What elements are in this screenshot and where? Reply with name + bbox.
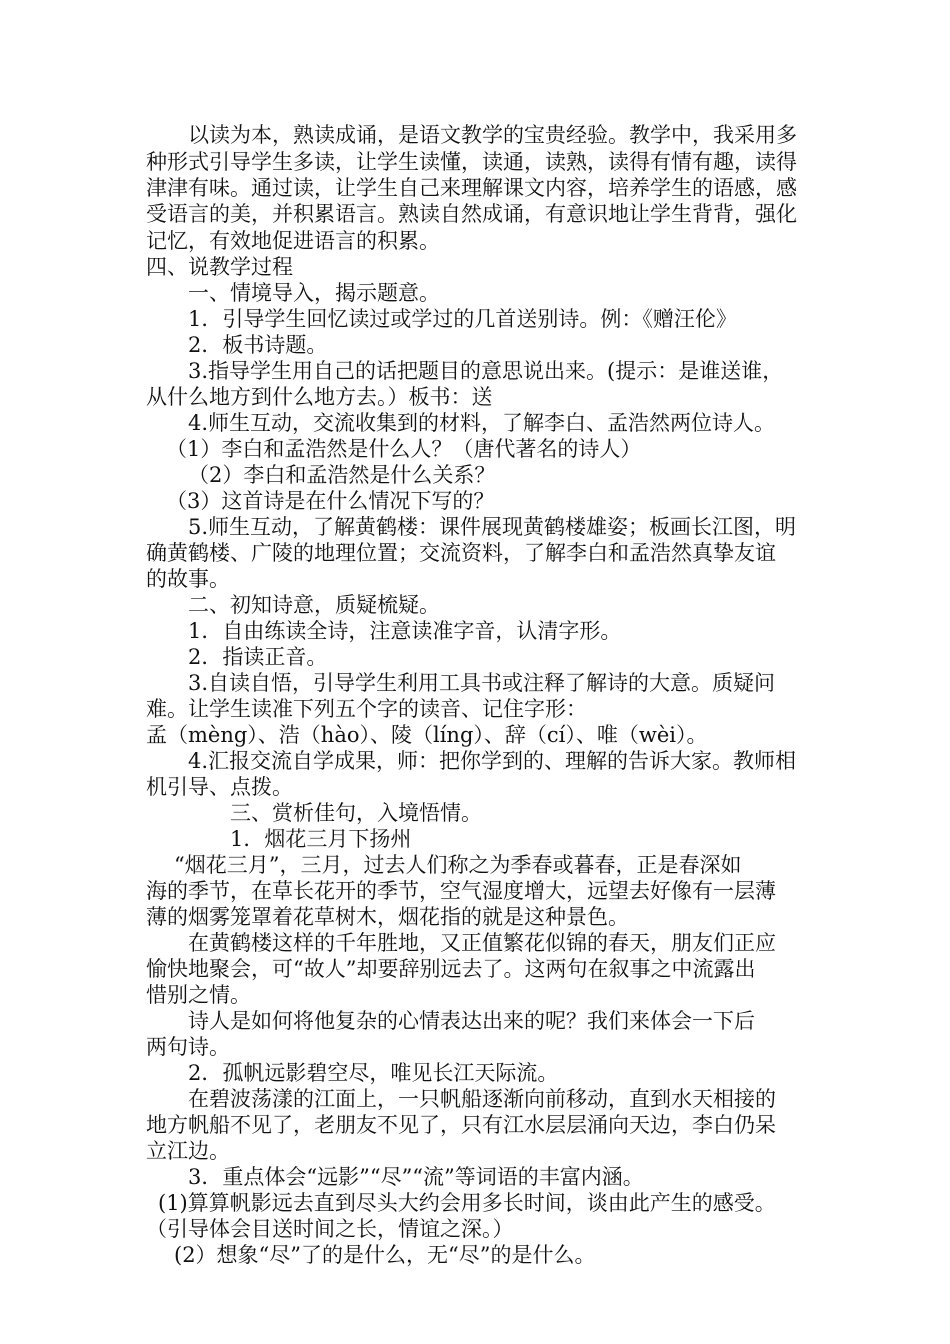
- text-line: 3.自读自悟，引导学生利用工具书或注释了解诗的大意。质疑问: [188, 671, 776, 695]
- text-line: 海的季节，在草长花开的季节，空气湿度增大，远望去好像有一层薄: [146, 879, 776, 903]
- text-line: 惜别之情。: [146, 983, 251, 1007]
- text-line: 4.汇报交流自学成果，师：把你学到的、理解的告诉大家。教师相: [188, 749, 797, 773]
- text-line: (2）想象“尽”了的是什么，无“尽”的是什么。: [174, 1243, 596, 1267]
- text-line: 1．烟花三月下扬州: [230, 827, 412, 851]
- text-line: 在碧波荡漾的江面上，一只帆船逐渐向前移动，直到水天相接的: [188, 1087, 776, 1111]
- text-line: 诗人是如何将他复杂的心情表达出来的呢？我们来体会一下后: [188, 1009, 755, 1033]
- text-line: 2．孤帆远影碧空尽，唯见长江天际流。: [188, 1061, 559, 1085]
- text-line: 以读为本，熟读成诵，是语文教学的宝贵经验。教学中，我采用多: [188, 123, 797, 147]
- text-line: 1．引导学生回忆读过或学过的几首送别诗。例：《赠汪伦》: [188, 307, 737, 331]
- text-line: 2．指读正音。: [188, 645, 328, 669]
- section-heading: 四、说教学过程: [146, 255, 293, 279]
- text-line: （引导体会目送时间之长，情谊之深。）: [146, 1217, 514, 1241]
- text-line: 愉快地聚会，可“故人”却要辞别远去了。这两句在叙事之中流露出: [146, 957, 756, 981]
- text-line: 地方帆船不见了，老朋友不见了，只有江水层层涌向天边，李白仍呆: [146, 1113, 776, 1137]
- text-line: 种形式引导学生多读，让学生读懂，读通，读熟，读得有情有趣，读得: [146, 150, 797, 174]
- text-line: “烟花三月”，三月，过去人们称之为季春或暮春，正是春深如: [174, 853, 742, 877]
- text-line: 2．板书诗题。: [188, 333, 328, 357]
- text-line: 3．重点体会“远影”“尽”“流”等词语的丰富内涵。: [188, 1165, 644, 1189]
- text-line: 难。让学生读准下列五个字的读音、记住字形：: [146, 697, 587, 721]
- text-line: 机引导、点拨。: [146, 775, 293, 799]
- text-line: 确黄鹤楼、广陵的地理位置；交流资料，了解李白和孟浩然真挚友谊: [146, 541, 776, 565]
- text-line: 孟（mèng）、浩（hào）、陵（líng）、辞（cí）、唯（wèi）。: [146, 723, 708, 747]
- text-line: 立江边。: [146, 1139, 230, 1163]
- text-line: 在黄鹤楼这样的千年胜地，又正值繁花似锦的春天，朋友们正应: [188, 931, 776, 955]
- text-line: 的故事。: [146, 567, 230, 591]
- text-line: 5.师生互动，了解黄鹤楼：课件展现黄鹤楼雄姿；板画长江图，明: [188, 515, 797, 539]
- text-line: 从什么地方到什么地方去。）板书：送: [146, 385, 493, 409]
- text-line: （2）李白和孟浩然是什么关系？: [188, 463, 496, 487]
- subsection-heading: 三、赏析佳句，入境悟情。: [230, 801, 482, 825]
- subsection-heading: 二、初知诗意，质疑梳疑。: [188, 593, 440, 617]
- text-line: 记忆，有效地促进语言的积累。: [146, 229, 440, 253]
- text-line: (1)算算帆影远去直到尽头大约会用多长时间，谈由此产生的感受。: [158, 1191, 776, 1215]
- subsection-heading: 一、情境导入，揭示题意。: [188, 281, 440, 305]
- text-line: 薄的烟雾笼罩着花草树木，烟花指的就是这种景色。: [146, 905, 629, 929]
- text-line: （1）李白和孟浩然是什么人？（唐代著名的诗人）: [166, 437, 642, 461]
- text-line: 受语言的美，并积累语言。熟读自然成诵，有意识地让学生背背，强化: [146, 202, 797, 226]
- text-line: 4.师生互动，交流收集到的材料，了解李白、孟浩然两位诗人。: [188, 411, 776, 435]
- text-line: 1．自由练读全诗，注意读准字音，认清字形。: [188, 619, 622, 643]
- text-line: 津津有味。通过读，让学生自己来理解课文内容，培养学生的语感，感: [146, 176, 797, 200]
- text-line: 两句诗。: [146, 1035, 230, 1059]
- text-line: （3）这首诗是在什么情况下写的？: [166, 489, 495, 513]
- text-line: 3.指导学生用自己的话把题目的意思说出来。(提示：是谁送谁，: [188, 359, 784, 383]
